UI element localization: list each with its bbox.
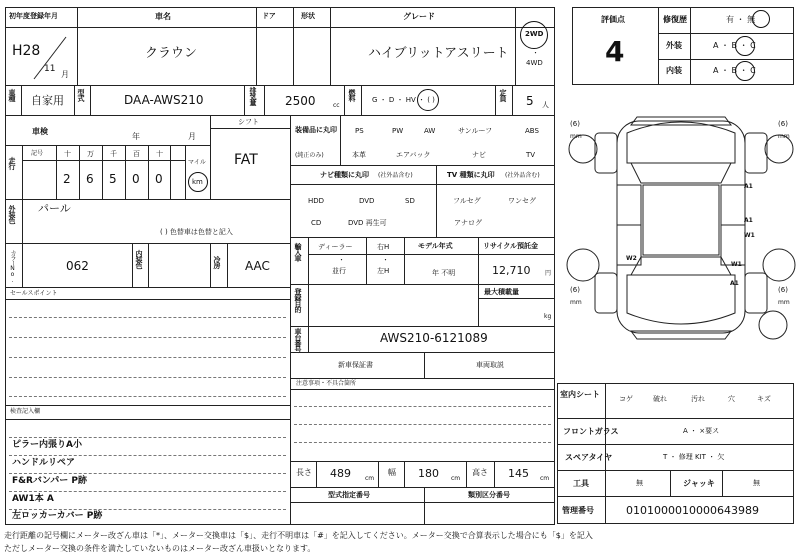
usage-value: 自家用 bbox=[31, 94, 64, 107]
rule bbox=[344, 85, 345, 115]
rule bbox=[690, 7, 691, 85]
dashed-line bbox=[9, 491, 286, 492]
door-label: ドア bbox=[262, 12, 276, 20]
rule bbox=[5, 27, 555, 28]
model-year-label: モデル年式 bbox=[418, 242, 453, 250]
car-body-outline bbox=[617, 121, 745, 333]
rule bbox=[148, 145, 149, 199]
jack-label: ジャッキ bbox=[683, 479, 715, 488]
rule bbox=[404, 461, 405, 487]
navi-dvd-play: DVD 再生可 bbox=[348, 219, 387, 227]
fuel-label: 燃料 bbox=[348, 89, 356, 101]
car-right-side-panel bbox=[745, 133, 767, 173]
repair-history-label: 修復歴 bbox=[663, 15, 687, 24]
car-roof bbox=[643, 185, 719, 255]
equip-abs: ABS bbox=[525, 127, 539, 135]
navi-dvd: DVD bbox=[359, 197, 375, 205]
km-unit: km bbox=[192, 178, 203, 186]
digit-header-4: 百 bbox=[133, 150, 140, 158]
equip-pw: PW bbox=[392, 127, 404, 135]
navi-sd: SD bbox=[405, 197, 415, 205]
rule bbox=[557, 418, 794, 419]
rule bbox=[290, 378, 555, 379]
glass-value: A ・ ×要ス bbox=[683, 427, 720, 435]
rule bbox=[308, 326, 309, 352]
width-label: 幅 bbox=[388, 468, 396, 477]
symbol-label: 記号 bbox=[31, 150, 44, 157]
jack-value: 無 bbox=[753, 479, 760, 487]
inspection-month: 月 bbox=[188, 132, 196, 141]
exterior-label: 外装 bbox=[666, 41, 682, 50]
equip-ps: PS bbox=[355, 127, 364, 135]
rule bbox=[148, 243, 149, 287]
rule bbox=[5, 299, 290, 300]
equip-navi: ナビ bbox=[472, 151, 486, 159]
rule bbox=[5, 405, 290, 406]
mileage-digit-1: 2 bbox=[63, 172, 71, 186]
rule bbox=[290, 284, 555, 285]
damage-mark-1: A1 bbox=[744, 183, 753, 190]
mgmt-value: 0101000010000643989 bbox=[626, 504, 759, 517]
rule bbox=[264, 85, 265, 115]
rule bbox=[436, 165, 437, 237]
capacity-unit: 人 bbox=[542, 101, 549, 109]
tire-rear-right bbox=[763, 249, 795, 281]
equip-aw: AW bbox=[424, 127, 436, 135]
tire-depth-rl-unit: mm bbox=[570, 299, 582, 306]
glass-label: フロントガラス bbox=[563, 427, 619, 436]
rule bbox=[56, 145, 57, 199]
first-reg-month: 11 bbox=[44, 64, 56, 74]
footer-note-1: 走行距離の記号欄にメーター改ざん車は「*」、メーター交換車は「$」、走行不明車は「#」を記入してください。メーター交換で合算表示した場合にも「$」を記入 bbox=[4, 531, 593, 540]
rule bbox=[90, 85, 91, 115]
rule bbox=[132, 243, 133, 287]
dashed-line bbox=[9, 357, 286, 358]
rule bbox=[722, 470, 723, 496]
rule bbox=[557, 470, 794, 471]
seat-label: 室内シート bbox=[560, 390, 600, 399]
inspector-note-5: 左ロッカーカバー P跡 bbox=[12, 511, 103, 521]
interior-color-label: 内装色 bbox=[135, 250, 143, 268]
rule bbox=[670, 470, 671, 496]
digit-header-3: 千 bbox=[110, 150, 117, 158]
tire-depth-fl: (6) bbox=[570, 120, 580, 128]
rule bbox=[21, 85, 22, 115]
dashed-line bbox=[9, 455, 286, 456]
color-no-value: 062 bbox=[66, 259, 89, 273]
rule bbox=[293, 7, 294, 85]
mileage-digit-5: 0 bbox=[155, 172, 163, 186]
inspector-note-2: ハンドルリペア bbox=[12, 458, 75, 468]
spare-label: スペアタイヤ bbox=[565, 453, 613, 462]
rule bbox=[244, 85, 245, 115]
equip-tv: TV bbox=[526, 151, 536, 159]
chassis-label: 車台番号 bbox=[294, 328, 302, 352]
height-label: 高さ bbox=[472, 468, 488, 477]
model-year-value: 年 不明 bbox=[432, 269, 456, 277]
car-diagram bbox=[565, 103, 797, 355]
seat-opt-dirt: 汚れ bbox=[691, 395, 705, 403]
car-name-value: クラウン bbox=[145, 46, 198, 61]
car-left-side-panel bbox=[595, 133, 617, 173]
dashed-line bbox=[294, 442, 551, 443]
tire-depth-fl-unit: mm bbox=[570, 133, 582, 140]
fuel-options: G ・ D ・ HV ・ ( ) bbox=[372, 96, 435, 104]
tire-depth-rr-unit: mm bbox=[778, 299, 790, 306]
car-rear-bumper bbox=[631, 331, 731, 339]
tv-label: TV 種類に丸印 bbox=[447, 171, 495, 179]
rule bbox=[185, 145, 186, 199]
rule bbox=[125, 145, 126, 199]
footer-note-2: ただしメーター交換の条件を満たしていないものはメーター改ざん車扱いとなります。 bbox=[4, 544, 316, 553]
tire-depth-fr: (6) bbox=[778, 120, 788, 128]
sales-point-label: セールスポイント bbox=[10, 290, 58, 297]
month-unit: 月 bbox=[61, 70, 69, 79]
aircon-label: 冷房 bbox=[213, 256, 221, 268]
seat-opt-hole: 穴 bbox=[728, 395, 735, 403]
mileage-digit-2: 6 bbox=[86, 172, 94, 186]
rule bbox=[308, 254, 555, 255]
rule bbox=[22, 160, 185, 161]
rule bbox=[658, 59, 794, 60]
repair-options: 有 ・ 無 bbox=[726, 15, 756, 24]
rule bbox=[79, 145, 80, 199]
rule bbox=[290, 237, 555, 238]
equipment-label: 装備品に丸印 bbox=[295, 126, 337, 134]
recycle-value: 12,710 bbox=[492, 264, 531, 277]
mileage-label: 走行 bbox=[8, 157, 16, 169]
damage-mark-4: W2 bbox=[626, 255, 637, 262]
rule bbox=[424, 487, 425, 525]
damage-mark-5: W1 bbox=[731, 261, 742, 268]
digit-header-2: 万 bbox=[87, 150, 94, 158]
mgmt-label: 管理番号 bbox=[562, 506, 594, 515]
rule bbox=[5, 419, 290, 420]
navi-cd: CD bbox=[311, 219, 322, 227]
kg-unit: kg bbox=[544, 313, 552, 320]
ext-color-label: 外装色 bbox=[8, 205, 16, 223]
navi-hdd: HDD bbox=[308, 197, 325, 205]
car-windshield bbox=[631, 163, 731, 183]
rule bbox=[170, 145, 171, 199]
rule bbox=[290, 461, 555, 462]
dashed-line bbox=[9, 509, 286, 510]
rule bbox=[478, 284, 479, 326]
class-no-label: 類別区分番号 bbox=[468, 491, 510, 499]
rule bbox=[22, 145, 23, 199]
inspector-note-1: ピラー内張りA小 bbox=[12, 440, 82, 450]
rule bbox=[378, 461, 379, 487]
car-right-rear-panel bbox=[745, 273, 767, 313]
rule bbox=[290, 115, 291, 525]
rule bbox=[658, 33, 794, 34]
seat-opt-tear: 破れ bbox=[653, 395, 667, 403]
rule bbox=[290, 502, 555, 503]
rule bbox=[557, 496, 794, 497]
capacity-value: 5 bbox=[526, 94, 534, 108]
digit-header-5: 十 bbox=[156, 150, 163, 158]
score-label: 評価点 bbox=[601, 15, 625, 24]
drive-separator: ・ bbox=[532, 49, 539, 57]
exterior-selected-circle bbox=[735, 36, 755, 56]
displacement-label: 排気量 bbox=[249, 87, 257, 105]
spare-value: T ・ 修理 KIT ・ 欠 bbox=[663, 453, 725, 461]
rule bbox=[658, 7, 659, 85]
rule bbox=[210, 128, 290, 129]
rule bbox=[495, 85, 496, 115]
rule bbox=[5, 199, 290, 200]
grade-label: グレード bbox=[403, 12, 435, 21]
rule bbox=[22, 243, 23, 287]
repair-selected-circle bbox=[752, 10, 770, 28]
rule bbox=[5, 145, 210, 146]
equip-airbag: エアバック bbox=[396, 151, 431, 159]
tools-value: 無 bbox=[636, 479, 643, 487]
length-unit: cm bbox=[365, 475, 375, 482]
color-no-label: カラーNo. bbox=[9, 250, 16, 283]
damage-mark-6: A1 bbox=[730, 280, 739, 287]
width-unit: cm bbox=[451, 475, 461, 482]
model-value: DAA-AWS210 bbox=[124, 93, 204, 107]
rule bbox=[290, 165, 555, 166]
car-left-front-door bbox=[617, 185, 641, 225]
rule bbox=[77, 7, 78, 85]
rule bbox=[494, 461, 495, 487]
car-hood bbox=[627, 122, 735, 163]
notes-label: 注意事項・不具合箇所 bbox=[296, 380, 357, 387]
interior-label: 内装 bbox=[666, 66, 682, 75]
rule bbox=[290, 352, 555, 353]
displacement-value: 2500 bbox=[285, 94, 316, 108]
rule bbox=[102, 145, 103, 199]
drive-selected: 2WD bbox=[525, 30, 544, 38]
import-label: 輸入車 bbox=[294, 243, 302, 261]
model-label: 型式 bbox=[77, 89, 85, 101]
equip-sunroof: サンルーフ bbox=[458, 127, 493, 135]
tv-oneseg: ワンセグ bbox=[508, 197, 536, 205]
usage-label: 車種 bbox=[8, 89, 16, 101]
rule bbox=[210, 243, 211, 287]
first-reg-label: 初年度登録年月 bbox=[9, 12, 58, 20]
score-value: 4 bbox=[605, 35, 625, 68]
rule bbox=[256, 7, 257, 85]
dashed-line bbox=[9, 396, 286, 397]
inspector-label: 検査記入欄 bbox=[10, 408, 41, 415]
seat-opt-scorch: コゲ bbox=[619, 395, 633, 403]
grade-value: ハイブリットアスリート bbox=[368, 46, 509, 61]
purpose-label: 登録目的 bbox=[294, 288, 302, 312]
tv-analog: アナログ bbox=[454, 219, 482, 227]
width-value: 180 bbox=[418, 467, 439, 480]
length-value: 489 bbox=[330, 467, 351, 480]
inspector-note-4: AW1本 A bbox=[12, 494, 54, 504]
length-label: 長さ bbox=[296, 468, 312, 477]
import-parallel: 並行 bbox=[332, 267, 346, 275]
capacity-label: 定員 bbox=[499, 89, 507, 101]
rule bbox=[290, 487, 555, 488]
car-trunk bbox=[627, 275, 735, 324]
rule bbox=[557, 444, 794, 445]
damage-mark-2: A1 bbox=[744, 217, 753, 224]
aircon-value: AAC bbox=[245, 259, 270, 273]
rule bbox=[290, 326, 555, 327]
warranty-label: 新車保証書 bbox=[338, 361, 373, 369]
first-reg-era: H28 bbox=[12, 43, 41, 59]
shift-label: シフト bbox=[238, 118, 259, 126]
rule bbox=[74, 85, 75, 115]
color-change-note: ( ) 色替車は色替と記入 bbox=[160, 228, 233, 236]
shape-label: 形状 bbox=[301, 12, 315, 20]
rule bbox=[512, 85, 513, 115]
equipment-sub: (純正のみ) bbox=[295, 152, 324, 159]
interior-selected-circle bbox=[735, 61, 755, 81]
drive-other: 4WD bbox=[526, 59, 543, 67]
car-name-label: 車名 bbox=[155, 12, 171, 21]
dashed-line bbox=[9, 377, 286, 378]
rule bbox=[515, 7, 516, 85]
car-right-front-door bbox=[721, 185, 745, 225]
type-no-label: 型式指定番号 bbox=[328, 491, 370, 499]
rule bbox=[466, 461, 467, 487]
seat-opt-scratch: キズ bbox=[757, 395, 771, 403]
interior-abc: A ・ B ・ C bbox=[713, 66, 756, 75]
digit-header-1: 十 bbox=[64, 150, 71, 158]
shift-value: FAT bbox=[234, 152, 258, 168]
car-rear-window bbox=[631, 257, 731, 275]
rule bbox=[5, 85, 555, 86]
tire-depth-rr: (6) bbox=[778, 286, 788, 294]
import-dot-2: ・ bbox=[382, 256, 389, 264]
import-dot: ・ bbox=[338, 256, 345, 264]
rule bbox=[366, 237, 367, 284]
rule bbox=[5, 115, 555, 116]
rule bbox=[340, 115, 341, 165]
height-value: 145 bbox=[508, 467, 529, 480]
import-left: 左H bbox=[377, 267, 390, 275]
exterior-abc: A ・ B ・ C bbox=[713, 41, 756, 50]
inspection-year: 年 bbox=[132, 132, 140, 141]
tv-sub: (社外品含む) bbox=[505, 172, 540, 179]
yen-unit: 円 bbox=[545, 270, 552, 277]
dashed-line bbox=[9, 437, 286, 438]
tire-spare bbox=[759, 311, 787, 339]
navi-sub: (社外品含む) bbox=[378, 172, 413, 179]
fuel-selected-circle bbox=[417, 89, 439, 111]
rule bbox=[316, 461, 317, 487]
max-load-label: 最大積載量 bbox=[484, 288, 519, 296]
dashed-line bbox=[294, 424, 551, 425]
dashed-line bbox=[9, 337, 286, 338]
car-right-rear-door bbox=[721, 225, 745, 265]
rule bbox=[5, 287, 290, 288]
tire-depth-fr-unit: mm bbox=[778, 133, 790, 140]
manual-label: 車両取説 bbox=[476, 361, 504, 369]
recycle-label: リサイクル預託金 bbox=[483, 242, 539, 250]
rule bbox=[330, 7, 331, 85]
rule bbox=[290, 184, 555, 185]
ext-color-value: パール bbox=[38, 202, 71, 215]
navi-label: ナビ種類に丸印 bbox=[320, 171, 369, 179]
height-unit: cm bbox=[540, 475, 550, 482]
equip-leather: 本革 bbox=[352, 151, 366, 159]
rule bbox=[290, 389, 555, 390]
tire-rear-left bbox=[567, 249, 599, 281]
mileage-digit-4: 0 bbox=[132, 172, 140, 186]
rule bbox=[361, 85, 362, 115]
rule bbox=[308, 237, 309, 284]
dashed-line bbox=[9, 473, 286, 474]
damage-mark-3: W1 bbox=[744, 232, 755, 239]
tv-fullseg: フルセグ bbox=[453, 197, 481, 205]
inspector-note-3: F&Rバンパー P跡 bbox=[12, 476, 88, 486]
import-right: 右H bbox=[377, 243, 390, 251]
rule bbox=[22, 199, 23, 243]
rule bbox=[227, 243, 228, 287]
chassis-value: AWS210-6121089 bbox=[380, 331, 488, 345]
inspection-label: 車検 bbox=[32, 127, 48, 136]
cc-unit: cc bbox=[333, 102, 340, 109]
dashed-line bbox=[294, 406, 551, 407]
rule bbox=[478, 237, 479, 284]
tire-depth-rl: (6) bbox=[570, 286, 580, 294]
mile-label: マイル bbox=[188, 159, 206, 166]
car-left-rear-panel bbox=[595, 273, 617, 313]
rule bbox=[478, 298, 555, 299]
rule bbox=[308, 284, 309, 326]
rule bbox=[404, 237, 405, 284]
mileage-digit-3: 5 bbox=[109, 172, 117, 186]
dashed-line bbox=[9, 317, 286, 318]
rule bbox=[424, 352, 425, 378]
import-dealer: ディーラー bbox=[318, 243, 353, 251]
tools-label: 工具 bbox=[573, 479, 589, 488]
